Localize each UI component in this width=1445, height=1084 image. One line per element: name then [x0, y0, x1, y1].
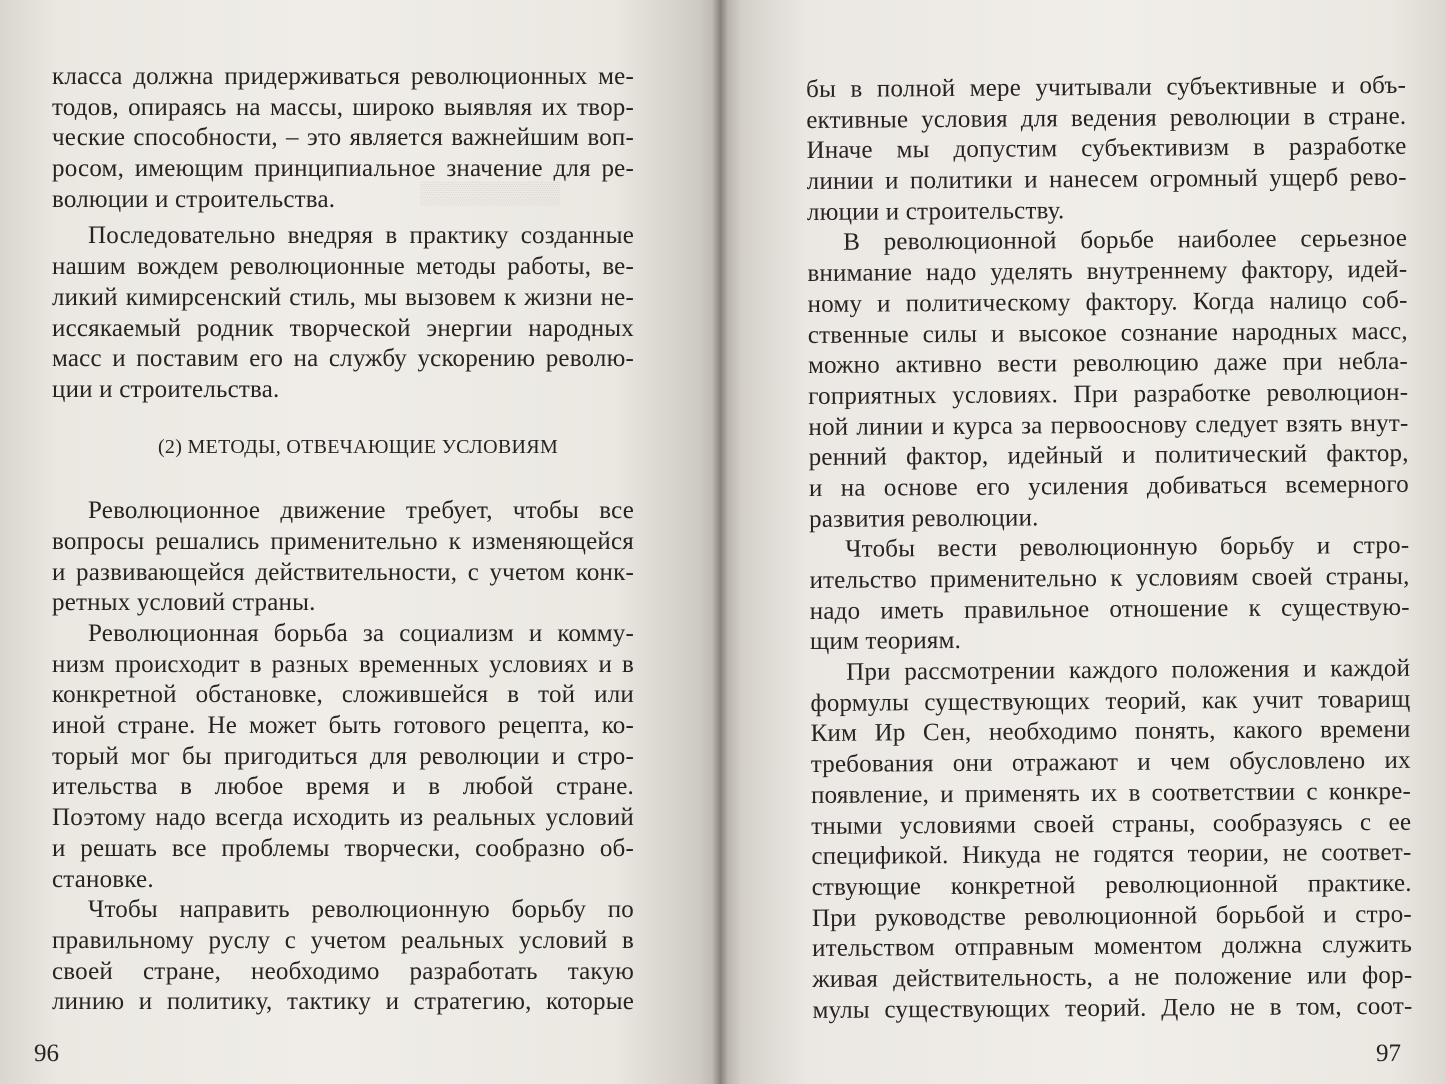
- text-line: При рассмотрении каждого положения и каждой: [846, 654, 1411, 686]
- text-line: и развивающейся действительности, с учетом конк-: [52, 558, 634, 586]
- text-line: Революционное движение требует, чтобы все: [88, 497, 634, 525]
- right-page-text: [806, 71, 1413, 1026]
- text-line: масс и поставим его на службу ускорению револю-: [52, 345, 634, 373]
- text-line: Иначе мы допустим субъективизм в разработке: [806, 133, 1407, 165]
- text-line: щим теориям.: [809, 627, 962, 656]
- text-line: ствующие конкретной революционной практике.: [811, 869, 1412, 901]
- text-line: волюции и строительства.: [52, 185, 336, 213]
- text-line: иссякаемый родник творческой энергии народных: [52, 314, 634, 342]
- page-number: 96: [34, 1040, 59, 1067]
- section-heading: (2) МЕТОДЫ, ОТВЕЧАЮЩИЕ УСЛОВИЯМ: [157, 435, 559, 458]
- text-line: Ким Ир Сен, необходимо понять, какого времени: [810, 716, 1411, 748]
- text-line: Последовательно внедряя в практику созданные: [88, 222, 634, 250]
- text-line: правильному руслу с учетом реальных условий в: [52, 926, 634, 954]
- text-line: росом, имеющим принципиальное значение для ре-: [52, 155, 634, 183]
- text-line: класса должна придерживаться революционных ме-: [52, 63, 634, 90]
- page-number: 97: [1376, 1040, 1401, 1067]
- text-line: конкретной обстановке, сложившейся в той или: [52, 681, 634, 709]
- text-line: В революционной борьбе наиболее серьезное: [843, 225, 1408, 257]
- text-line: и решать все проблемы творчески, сообразно об-: [52, 834, 634, 862]
- text-line: Чтобы вести революционную борьбу и стро-: [845, 532, 1410, 564]
- text-line: тодов, опираясь на массы, широко выявляя их твор-: [52, 93, 634, 121]
- text-line: низм происходит в разных временных условиях и в: [52, 650, 634, 678]
- text-line: иной стране. Не может быть готового рецепта, ко-: [52, 712, 634, 740]
- text-line: вопросы решались применительно к изменяющейся: [52, 527, 634, 555]
- text-line: внимание надо уделять внутреннему фактору, идей-: [807, 255, 1408, 288]
- text-line: Чтобы направить революционную борьбу по: [88, 896, 634, 924]
- text-line: формулы существующих теорий, как учит товарищ: [810, 685, 1411, 717]
- text-line: ительством отправным моментом должна служить: [812, 931, 1413, 963]
- text-line: надо иметь правильное отношение к существую-: [809, 593, 1410, 625]
- text-line: своей стране, необходимо разработать такую: [52, 957, 634, 985]
- text-line: линии и политики и нанесем огромный ущерб рево-: [806, 163, 1407, 196]
- text-line: Поэтому надо всегда исходить из реальных условий: [52, 804, 634, 832]
- text-line: и на основе его усиления добиваться всемерного: [808, 470, 1409, 502]
- show-through-shadow: ▒▒▒▒▒▒▒▒▒: [420, 180, 561, 205]
- text-line: тными условиями своей страны, сообразуясь с ее: [811, 808, 1412, 840]
- text-line: ективные условия для ведения революции в стране.: [806, 102, 1407, 134]
- text-line: ции и строительства.: [52, 375, 280, 403]
- text-line: мулы существующих теорий. Дело не в том, соот-: [812, 992, 1413, 1024]
- text-line: ительства в любое время и в любой стране.: [52, 773, 634, 801]
- text-line: развития революции.: [809, 504, 1039, 533]
- text-line: ческие способности, – это является важнейшим воп-: [52, 124, 634, 152]
- text-line: Революционная борьба за социализм и комму-: [88, 620, 634, 647]
- text-line: ственные силы и высокое сознание народных масс,: [807, 317, 1408, 349]
- text-line: бы в полной мере учитывали субъективные и объ-: [806, 71, 1407, 103]
- text-line: живая действительность, а не положение или фор-: [812, 961, 1413, 993]
- left-page: [0, 0, 720, 1084]
- book-gutter-shadow: [712, 0, 728, 1084]
- text-line: становке.: [52, 865, 154, 893]
- text-line: ликий кимирсенский стиль, мы вызовем к жизни не-: [52, 283, 634, 311]
- text-line: нашим вождем революционные методы работы, ве-: [52, 253, 634, 281]
- left-page-text: [52, 62, 634, 1018]
- text-line: торый мог бы пригодиться для революции и стро-: [52, 742, 634, 770]
- text-line: ительство применительно к условиям своей страны,: [809, 562, 1410, 594]
- text-line: гоприятных условиях. При разработке революцион-: [808, 378, 1409, 410]
- text-line: можно активно вести революцию даже при небла-: [807, 347, 1409, 380]
- right-page: [720, 0, 1445, 1084]
- text-line: появление, и применять их в соответствии с конкре-: [810, 777, 1412, 809]
- text-line: ной линии и курса за первооснову следует взять внут-: [808, 409, 1409, 441]
- text-line: При руководстве революционной борьбой и стро-: [811, 900, 1412, 932]
- text-line: ретных условий страны.: [52, 589, 316, 617]
- text-line: линию и политику, тактику и стратегию, которые: [52, 988, 634, 1016]
- text-line: люции и строительству.: [806, 196, 1065, 226]
- text-line: требования они отражают и чем обусловлено их: [810, 746, 1411, 779]
- text-line: ному и политическому фактору. Когда налицо соб-: [807, 286, 1408, 318]
- text-line: ренний фактор, идейный и политический фактор,: [808, 440, 1409, 472]
- text-line: спецификой. Никуда не годятся теории, не соответ-: [811, 838, 1412, 871]
